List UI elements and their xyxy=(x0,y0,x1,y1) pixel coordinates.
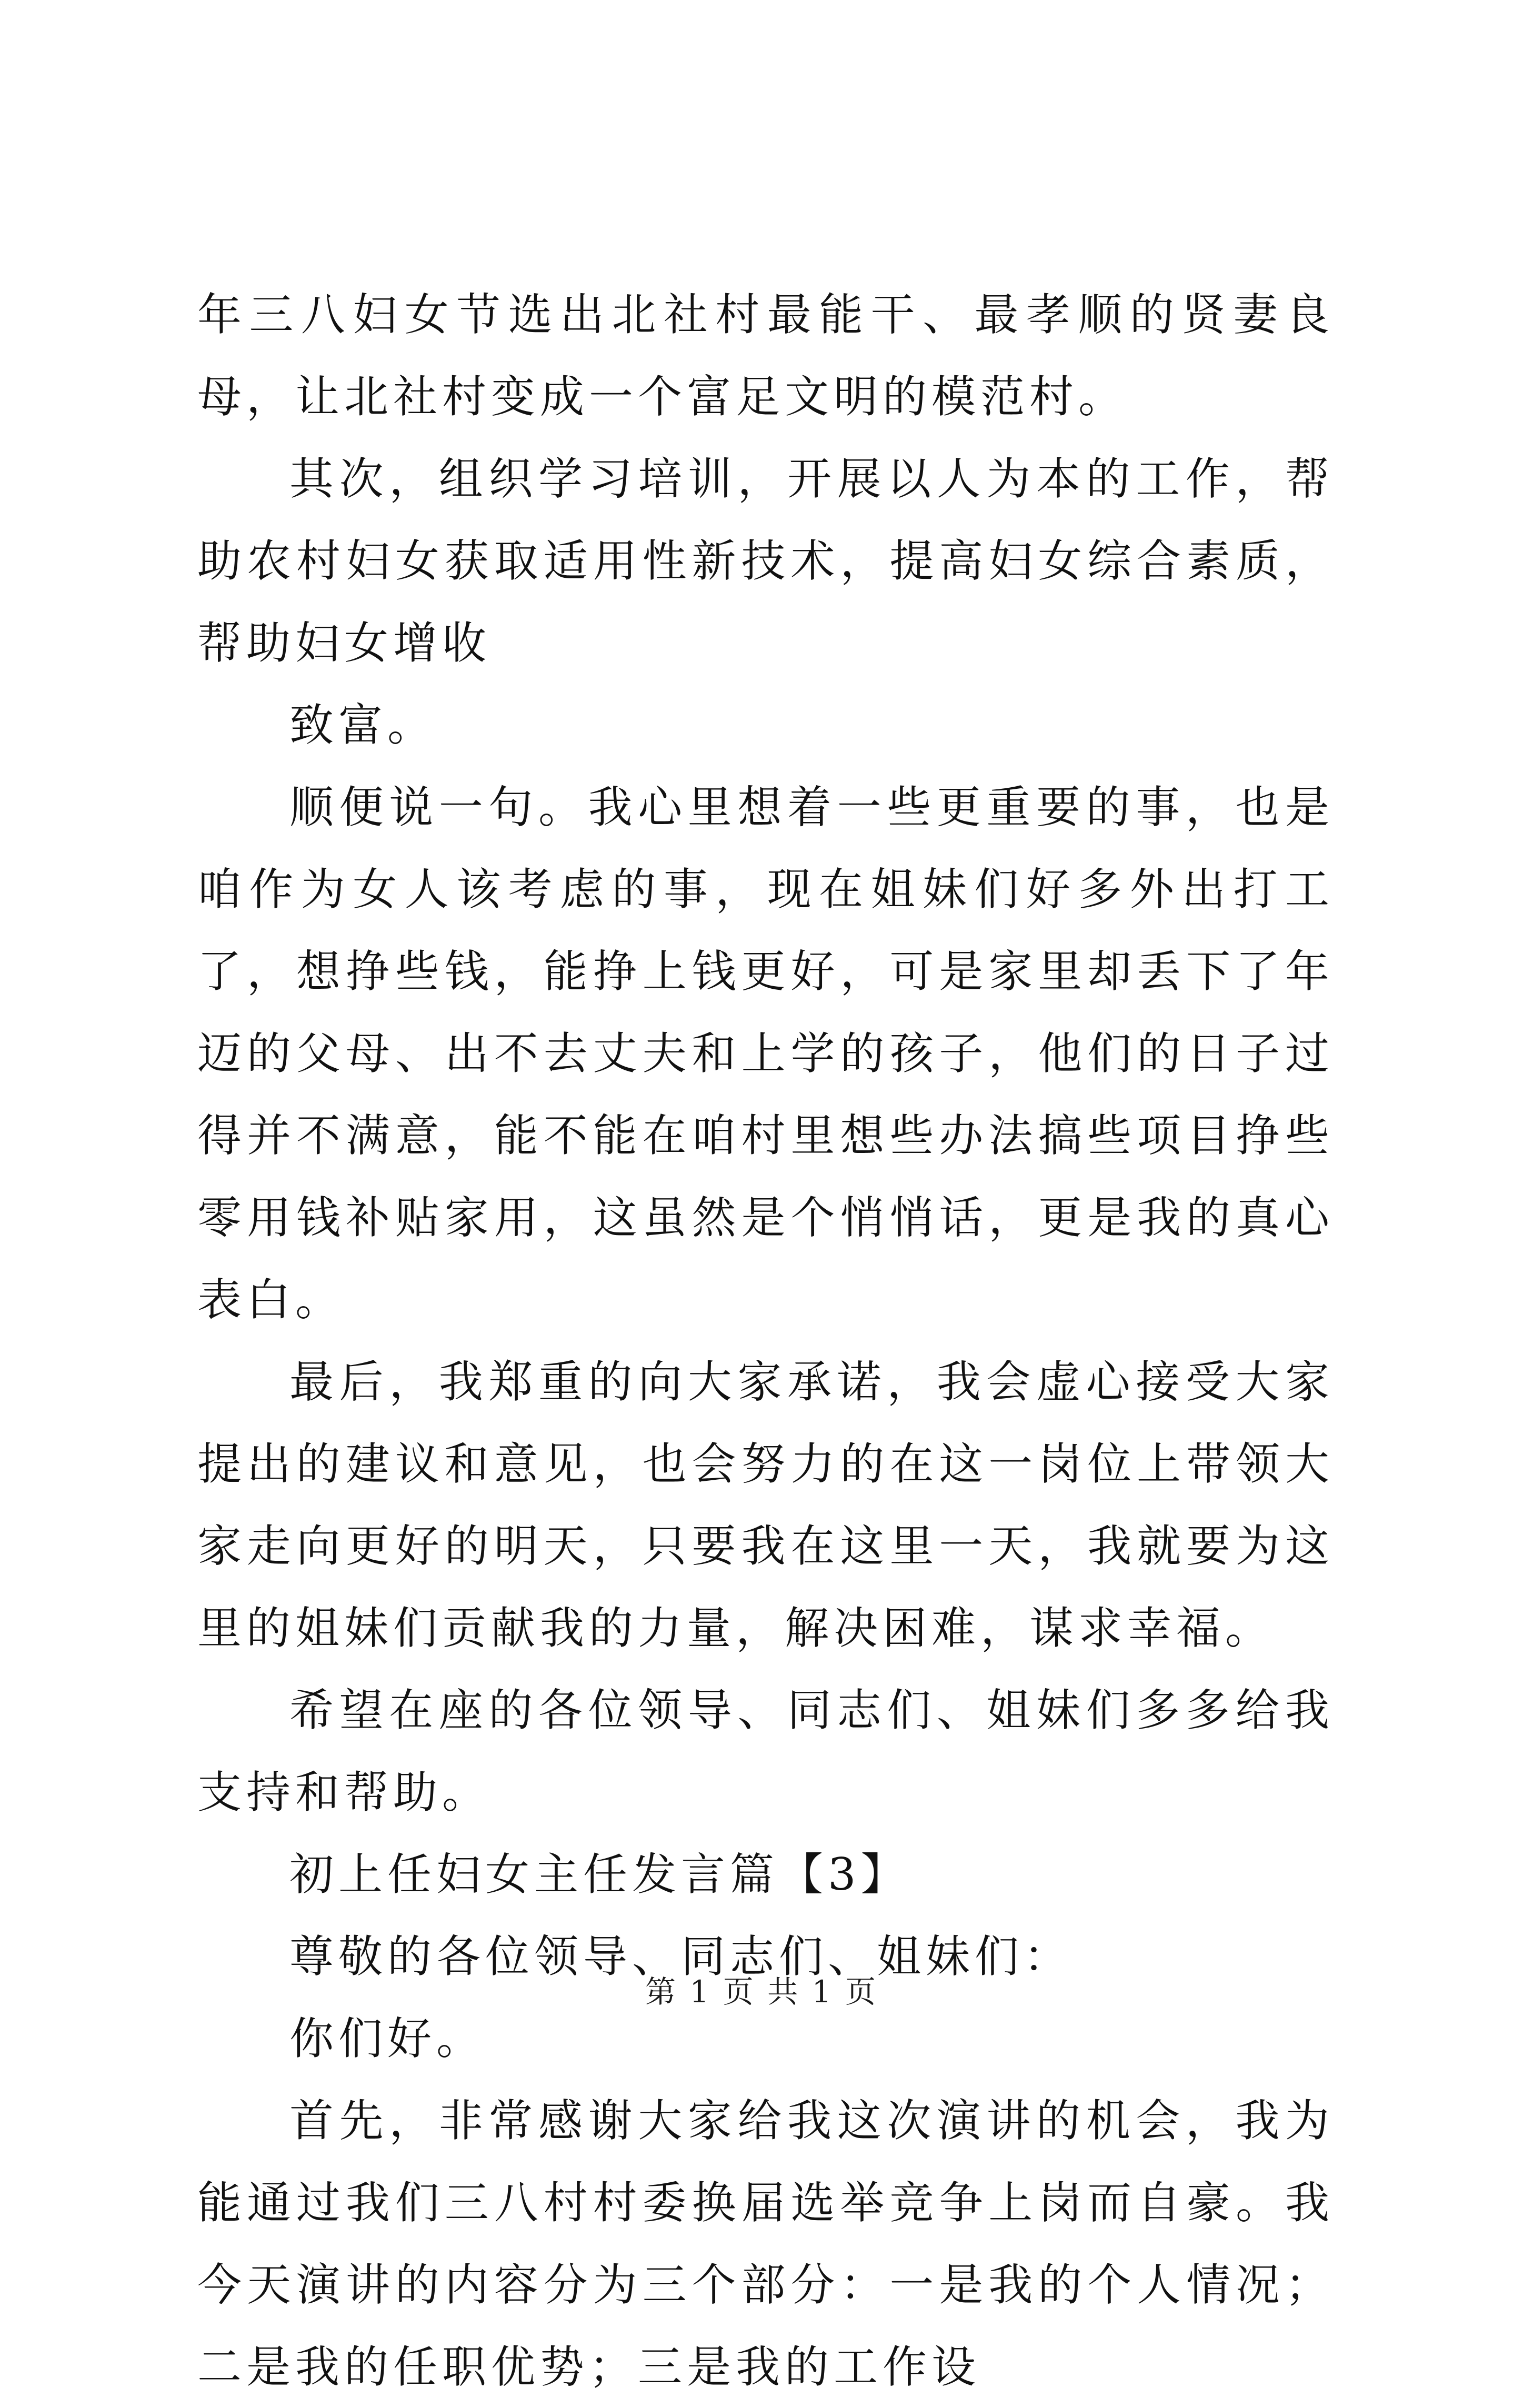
paragraph-prosperity: 致富。 xyxy=(289,699,437,751)
paragraph-continuation: 年三八妇女节选出北社村最能干、最孝顺的贤妻良母，让北社村变成一个富足文明的模范村。 xyxy=(197,289,1334,423)
page-footer: 第 1 页 共 1 页 xyxy=(645,1974,878,2010)
paragraph-hope: 希望在座的各位领导、同志们、姐妹们多多给我支持和帮助。 xyxy=(197,1684,1334,1818)
document-body xyxy=(197,274,1334,2408)
paragraph-by-the-way: 顺便说一句。我心里想着一些更重要的事，也是咱作为女人该考虑的事，现在姐妹们好多外出打工了，想挣些钱，能挣上钱更好，可是家里却丢下了年迈的父母、出不去丈夫和上学的孩子，他们的日子过得并不满意，能不能在咱村里想些办法搞些项目挣些零用钱补贴家用，这虽然是个悄悄话，更是我的真心表白。 xyxy=(197,781,1334,1326)
paragraph-first: 首先，非常感谢大家给我这次演讲的机会，我为能通过我们三八村村委换届选举竞争上岗而自豪。我今天演讲的内容分为三个部分：一是我的个人情况；二是我的任职优势；三是我的工作设 xyxy=(197,2095,1334,2393)
greeting: 你们好。 xyxy=(289,2013,486,2064)
salutation: 尊敬的各位领导、同志们、姐妹们： xyxy=(289,1931,1073,1982)
paragraph-promise: 最后，我郑重的向大家承诺，我会虚心接受大家提出的建议和意见，也会努力的在这一岗位上带领大家走向更好的明天，只要我在这里一天，我就要为这里的姐妹们贡献我的力量，解决困难，谋求幸福。 xyxy=(197,1356,1334,1654)
paragraph-training: 其次，组织学习培训，开展以人为本的工作，帮助农村妇女获取适用性新技术，提高妇女综合素质，帮助妇女增收 xyxy=(197,453,1334,669)
section-heading: 初上任妇女主任发言篇【3】 xyxy=(289,1849,910,1900)
